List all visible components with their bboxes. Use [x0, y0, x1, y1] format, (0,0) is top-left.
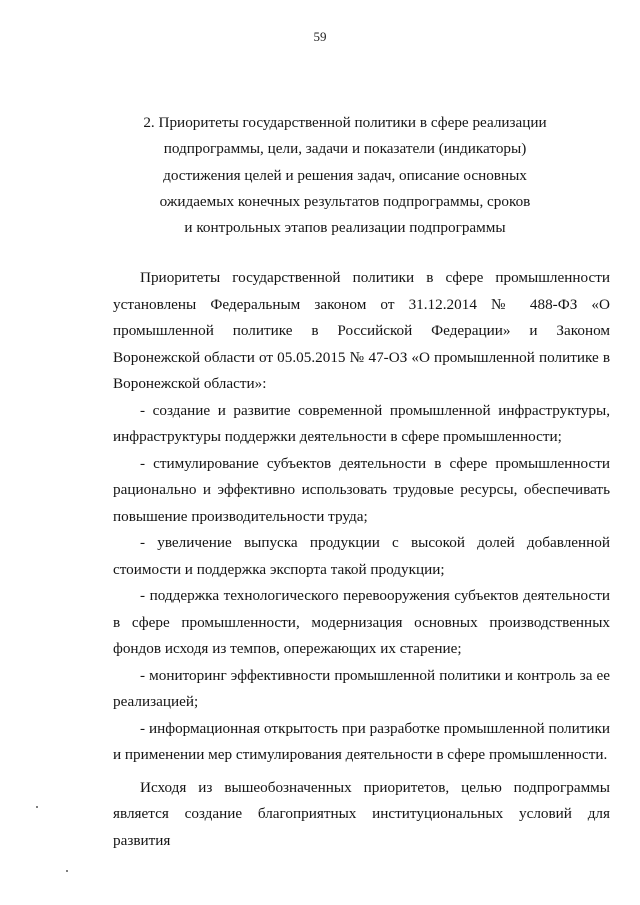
section-heading-line: достижения целей и решения задач, описание основных: [163, 166, 527, 184]
section-heading-line: ожидаемых конечных результатов подпрограммы, сроков: [159, 192, 531, 210]
priority-item: - создание и развитие современной промышленной инфраструктуры, инфраструктуры поддержки деятельности в сфере промышленности;: [113, 401, 610, 445]
priority-item: - поддержка технологического перевооружения субъектов деятельности в сфере промышленности, модернизация основных производственных фондов исходя из темпов, опережающих их старение;: [113, 587, 610, 657]
priority-item: - увеличение выпуска продукции с высокой долей добавленной стоимости и поддержка экспорта такой продукции;: [113, 534, 610, 578]
priority-item: - информационная открытость при разработке промышленной политики и применении мер стимулирования деятельности в сфере промышленности.: [113, 719, 610, 763]
section-heading: [110, 110, 580, 241]
page-number: 59: [313, 29, 327, 44]
section-heading-line: 2. Приоритеты государственной политики в сфере реализации: [143, 114, 547, 131]
priority-item: - мониторинг эффективности промышленной политики и контроль за ее реализацией;: [113, 666, 610, 710]
intro-paragraph: Приоритеты государственной политики в сфере промышленности установлены Федеральным законом от 31.12.2014 № 488-ФЗ «О промышленной политике в Российской Федерации» и Законом Воронежской области от 05.05.2015 № 47-ОЗ «О промышленной политике в Воронежской области»:: [113, 269, 610, 392]
conclusion-paragraph: Исходя из вышеобозначенных приоритетов, целью подпрограммы является создание благоприятных институциональных условий для развития: [113, 778, 610, 849]
scan-speck: [36, 806, 38, 808]
priority-item: - стимулирование субъектов деятельности в сфере промышленности рационально и эффективно использовать трудовые ресурсы, обеспечивать повышение производительности труда;: [113, 454, 610, 525]
scan-speck: [66, 870, 68, 872]
section-heading-line: подпрограммы, цели, задачи и показатели (индикаторы): [163, 140, 527, 158]
section-heading-line: и контрольных этапов реализации подпрограммы: [184, 219, 506, 237]
body-text: [113, 265, 610, 854]
